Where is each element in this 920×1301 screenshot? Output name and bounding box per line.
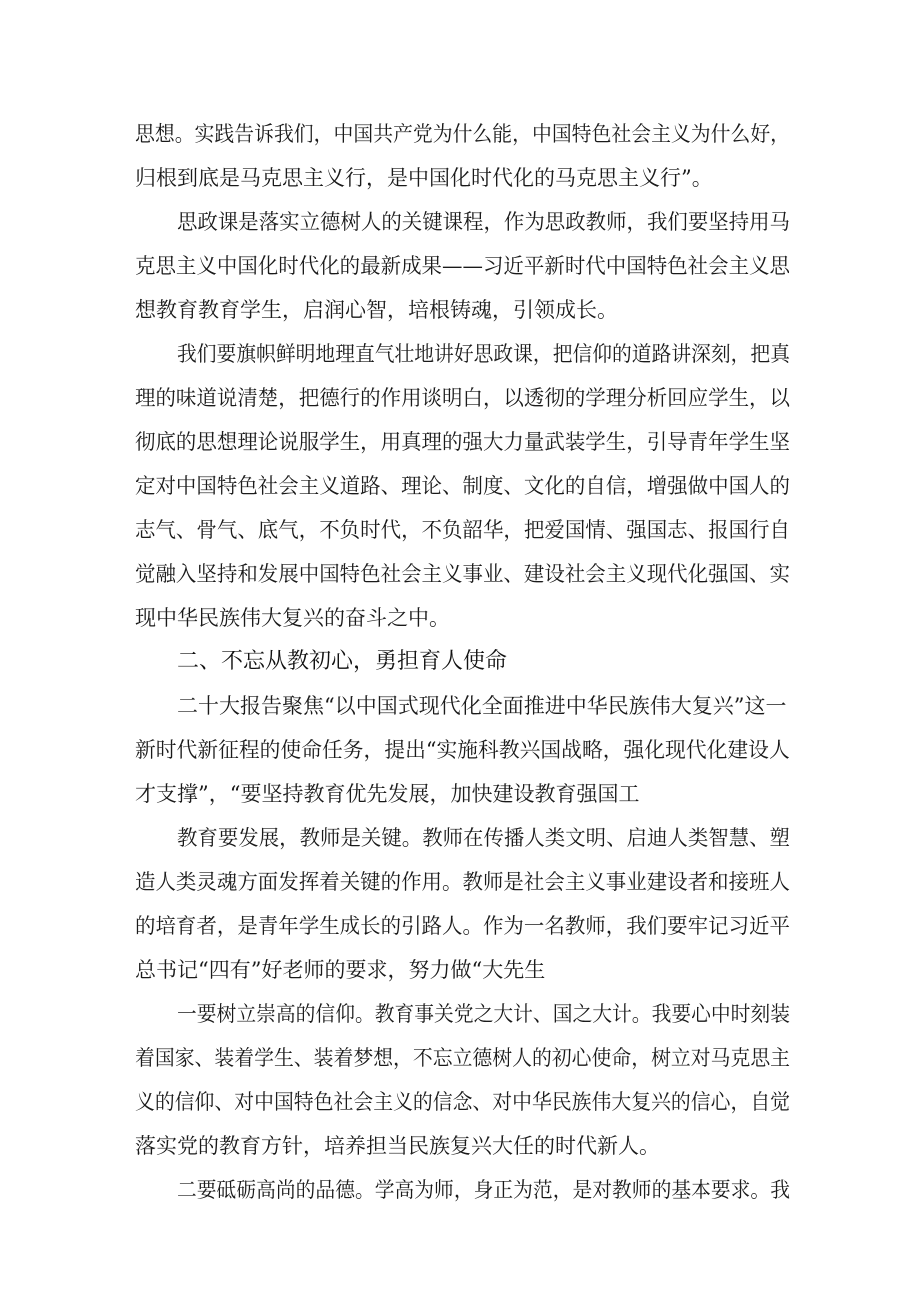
text-line: 克思主义中国化时代化的最新成果——习近平新时代中国特色社会主义思 — [135, 254, 790, 278]
text-line: 想教育教育学生，启润心智，培根铸魂，引领成长。 — [135, 298, 618, 322]
text-line: 思政课是落实立德树人的关键课程，作为思政教师，我们要坚持用马 — [177, 210, 790, 234]
text-line: 着国家、装着学生、装着梦想，不忘立德树人的初心使命，树立对马克思主 — [135, 1046, 791, 1070]
text-line: 定对中国特色社会主义道路、理论、制度、文化的自信，增强做中国人的 — [135, 474, 790, 498]
text-line: 觉融入坚持和发展中国特色社会主义事业、建设社会主义现代化强国、实 — [135, 562, 790, 586]
text-line: 一要树立崇高的信仰。教育事关党之大计、国之大计。我要心中时刻装 — [177, 1002, 790, 1026]
text-line: 的培育者，是青年学生成长的引路人。作为一名教师，我们要牢记习近平 — [135, 914, 790, 938]
text-line: 归根到底是马克思主义行，是中国化时代化的马克思主义行”。 — [135, 166, 713, 190]
text-line: 二要砥砺高尚的品德。学高为师，身正为范，是对教师的基本要求。我 — [177, 1178, 790, 1202]
text-line: 志气、骨气、底气，不负时代，不负韶华，把爱国情、强国志、报国行自 — [135, 518, 790, 542]
text-line: 二十大报告聚焦“以中国式现代化全面推进中华民族伟大复兴”这一 — [177, 694, 787, 718]
text-line: 才支撑”，“要坚持教育优先发展，加快建设教育强国工 — [135, 782, 640, 806]
text-line: 新时代新征程的使命任务，提出“实施科教兴国战略，强化现代化建设人 — [135, 738, 790, 762]
text-line: 我们要旗帜鲜明地理直气壮地讲好思政课，把信仰的道路讲深刻，把真 — [177, 342, 790, 366]
text-line: 落实党的教育方针，培养担当民族复兴大任的时代新人。 — [135, 1134, 660, 1158]
text-line: 思想。实践告诉我们，中国共产党为什么能，中国特色社会主义为什么好， — [135, 122, 791, 146]
text-line: 造人类灵魂方面发挥着关键的作用。教师是社会主义事业建设者和接班人 — [135, 870, 790, 894]
text-line: 理的味道说清楚，把德行的作用谈明白，以透彻的学理分析回应学生，以 — [135, 386, 790, 410]
text-line: 现中华民族伟大复兴的奋斗之中。 — [135, 606, 450, 630]
text-line: 彻底的思想理论说服学生，用真理的强大力量武装学生，引导青年学生坚 — [135, 430, 790, 454]
section-heading: 二、不忘从教初心，勇担育人使命 — [177, 649, 508, 674]
text-line: 义的信仰、对中国特色社会主义的信念、对中华民族伟大复兴的信心，自觉 — [135, 1090, 791, 1114]
text-line: 教育要发展，教师是关键。教师在传播人类文明、启迪人类智慧、塑 — [177, 826, 790, 850]
text-line: 总书记“四有”好老师的要求，努力做“大先生 — [135, 958, 546, 982]
